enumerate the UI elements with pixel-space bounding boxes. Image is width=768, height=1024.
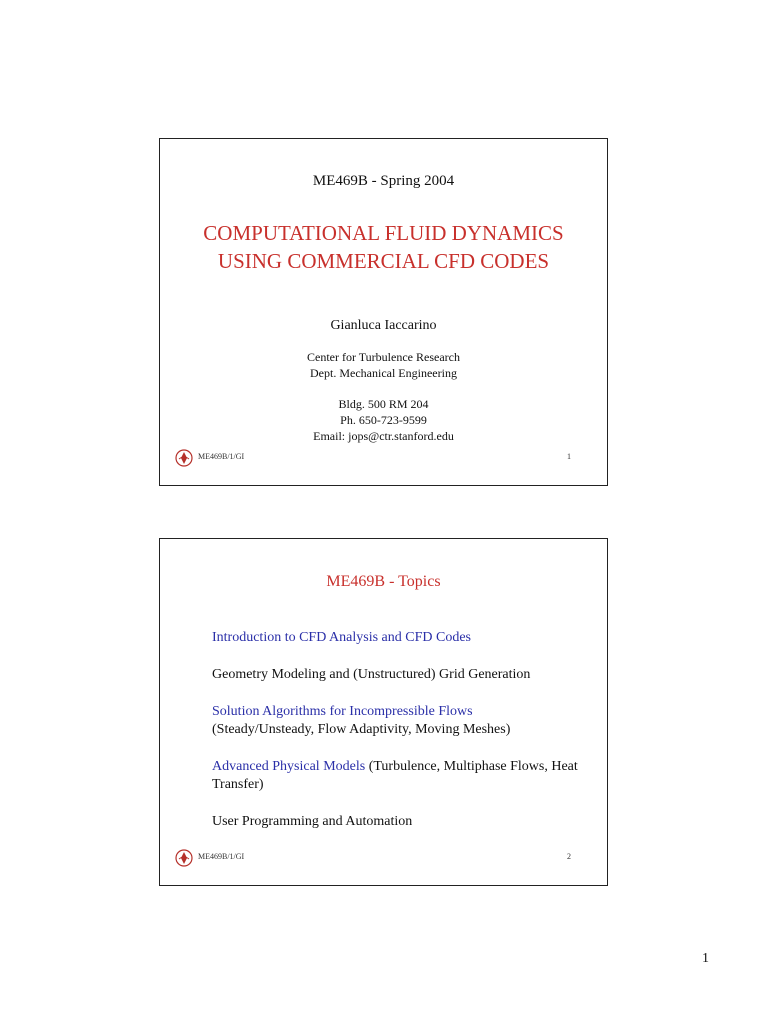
slide-footer xyxy=(175,849,571,867)
topic-text: (Steady/Unsteady, Flow Adaptivity, Moving Meshes) xyxy=(212,722,511,737)
topic-list xyxy=(212,629,579,850)
stanford-seal-icon xyxy=(175,449,193,467)
topic-text: Geometry Modeling and (Unstructured) Grid Generation xyxy=(212,667,531,682)
affiliation xyxy=(160,349,607,381)
topic-text: User Programming and Automation xyxy=(212,814,413,829)
affiliation-line: Dept. Mechanical Engineering xyxy=(310,366,457,380)
slide-footer xyxy=(175,449,571,467)
footer-code: ME469B/1/GI xyxy=(198,852,245,861)
topic-item xyxy=(212,666,579,684)
topic-item xyxy=(212,758,579,794)
contact-info xyxy=(160,396,607,444)
slide-2 xyxy=(159,538,608,886)
stanford-seal-icon xyxy=(175,849,193,867)
course-heading: ME469B - Spring 2004 xyxy=(312,173,455,189)
topic-item xyxy=(212,813,579,831)
topic-item xyxy=(212,629,579,647)
slide-number: 2 xyxy=(567,852,571,861)
title-line-2: USING COMMERCIAL CFD CODES xyxy=(217,249,550,273)
footer-code: ME469B/1/GI xyxy=(198,452,245,461)
title-line-1: COMPUTATIONAL FLUID DYNAMICS xyxy=(203,221,564,245)
topic-item xyxy=(212,703,579,739)
slide-title: ME469B - Topics xyxy=(326,573,441,590)
phone-line: Ph. 650-723-9599 xyxy=(340,413,427,427)
topic-highlight: Solution Algorithms for Incompressible Flows xyxy=(212,704,473,719)
topic-highlight: Introduction to CFD Analysis and CFD Codes xyxy=(212,630,472,645)
slide-title xyxy=(160,219,607,275)
affiliation-line: Center for Turbulence Research xyxy=(307,350,460,364)
page-number: 1 xyxy=(702,951,709,966)
topic-highlight: Advanced Physical Models xyxy=(212,759,366,774)
topic-text: (Turbulence, Multiphase Flows, Heat Transfer) xyxy=(212,759,578,792)
office-line: Bldg. 500 RM 204 xyxy=(338,397,429,411)
slide-number: 1 xyxy=(567,452,571,461)
author-name: Gianluca Iaccarino xyxy=(330,318,437,333)
email-line: Email: jops@ctr.stanford.edu xyxy=(313,429,454,443)
slide-1 xyxy=(159,138,608,486)
